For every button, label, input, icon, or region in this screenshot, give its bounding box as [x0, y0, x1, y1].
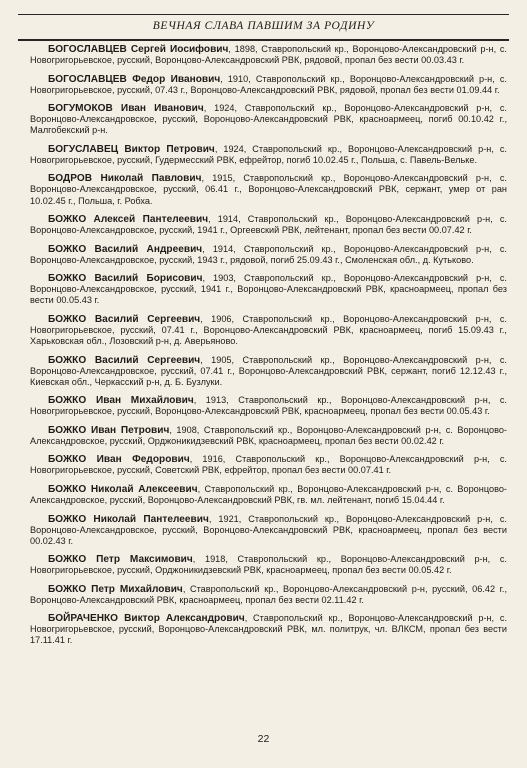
- entry-details: , Ставропольский кр., Воронцово-Александровский р-н, с. Воронцово-Александровское, русский, Воронцово-Александровский РВК, гв. мл. лейтенант, погиб 15.04.44 г.: [30, 483, 507, 505]
- entry-name: БОЖКО Василий Сергеевич: [48, 313, 201, 325]
- entry-name: БОЖКО Петр Максимович: [48, 554, 193, 566]
- entry: [30, 244, 507, 266]
- entry: [30, 314, 507, 347]
- entry: [30, 584, 507, 606]
- entry-name: БОЖКО Василий Борисович: [48, 273, 203, 285]
- entry-name: БОЙРАЧЕНКО Виктор Александрович: [48, 613, 245, 625]
- entry: [30, 355, 507, 388]
- entry-details: , 1913, Ставропольский кр., Воронцово-Александровский р-н, с. Новогригорьевское, русский, Воронцово-Александровский РВК, красноармеец, пропал без вести 00.05.43 г.: [30, 395, 507, 417]
- entry: [30, 103, 507, 136]
- entry-details: , Ставропольский кр., Воронцово-Александровский р-н, русский, 06.42 г., Воронцово-Александровский РВК, красноармеец, пропал без вести 02.11.42 г.: [30, 583, 507, 605]
- entry-details: , 1903, Ставропольский кр., Воронцово-Александровский р-н, с. Воронцово-Александровское, русский, 1941 г., Воронцово-Александровский РВК, красноармеец, пропал без вести 00.05.43 г.: [30, 273, 507, 306]
- entry-name: БОЖКО Алексей Пантелеевич: [48, 214, 209, 226]
- entry: [30, 395, 507, 417]
- entry-details: , 1898, Ставропольский кр., Воронцово-Александровский р-н, с. Новогригорьевское, русский, Воронцово-Александровский РВК, рядовой, пропал без вести 00.03.43 г.: [30, 44, 507, 66]
- running-head-title: ВЕЧНАЯ СЛАВА ПАВШИМ ЗА РОДИНУ: [152, 20, 375, 32]
- entry-details: , 1906, Ставропольский кр., Воронцово-Александровский р-н, с. Новогригорьевское, русский, 07.41 г., Воронцово-Александровский РВК, красноармеец, погиб 15.09.43 г., Харьковская обл., Лозовский р-н, д. Аверьяново.: [30, 313, 507, 346]
- entry-details: , 1916, Ставропольский кр., Воронцово-Александровский р-н, с. Новогригорьевское, русский, Советский РВК, ефрейтор, пропал без вести 00.07.41 г.: [30, 454, 507, 476]
- entry: [30, 554, 507, 576]
- entry-name: БОЖКО Николай Пантелеевич: [48, 513, 209, 525]
- entry: [30, 74, 507, 96]
- entry-details: , 1924, Ставропольский кр., Воронцово-Александровский р-н, с. Новогригорьевское, русский, Гудермесский РВК, ефрейтор, погиб 10.02.45 г., Польша, с. Павель-Вельке.: [30, 143, 507, 165]
- entry-name: БОЖКО Николай Алексеевич: [48, 483, 198, 495]
- entry-details: , 1915, Ставропольский кр., Воронцово-Александровский р-н, с. Воронцово-Александровское, русский, 06.41 г., Воронцово-Александровский РВК, сержант, умер от ран 10.02.45 г., Польша, г. Робха.: [30, 173, 507, 206]
- entry-name: БОДРОВ Николай Павлович: [48, 173, 202, 185]
- entry-details: , 1910, Ставропольский кр., Воронцово-Александровский р-н, с. Новогригорьевское, русский, 07.43 г., Воронцово-Александровский РВК, рядовой, пропал без вести 01.09.44 г.: [30, 73, 507, 95]
- entry-name: БОЖКО Василий Андреевич: [48, 243, 203, 255]
- entry: [30, 144, 507, 166]
- page-number: 22: [257, 733, 270, 745]
- entry-details: , 1914, Ставропольский кр., Воронцово-Александровский р-н, с. Воронцово-Александровское, русский, 1943 г., рядовой, погиб 25.09.43 г., Смоленская обл., д. Кутьково.: [30, 243, 507, 265]
- entry: [30, 484, 507, 506]
- entry: [30, 173, 507, 206]
- entry-details: , 1905, Ставропольский кр., Воронцово-Александровский р-н, с. Воронцово-Александровское, русский, 07.41 г., Воронцово-Александровский РВК, сержант, погиб 12.12.43 г., Киевская обл., Черкасский р-н, д. Б. Бузлуки.: [30, 354, 507, 387]
- entry: [30, 214, 507, 236]
- entry-details: , 1921, Ставропольский кр., Воронцово-Александровский р-н, с. Воронцово-Александровское, русский, Воронцово-Александровский РВК, красноармеец, пропал без вести 00.02.43 г.: [30, 513, 507, 546]
- entry-name: БОГУСЛАВЕЦ Виктор Петрович: [48, 143, 215, 155]
- entry-name: БОГОСЛАВЦЕВ Сергей Иосифович: [48, 44, 229, 55]
- entry: [30, 613, 507, 646]
- entry: [30, 44, 507, 66]
- entry-details: , 1908, Ставропольский кр., Воронцово-Александровский р-н, с. Воронцово-Александровское, русский, Орджоникидзевский РВК, красноармеец, пропал без вести 00.02.42 г.: [30, 424, 507, 446]
- entry-name: БОГОСЛАВЦЕВ Федор Иванович: [48, 73, 221, 85]
- entry-name: БОЖКО Василий Сергеевич: [48, 354, 201, 366]
- entry-details: , 1918, Ставропольский кр., Воронцово-Александровский р-н, с. Новогригорьевское, русский, Орджоникидзевский РВК, красноармеец, пропал без вести 00.05.42 г.: [30, 554, 507, 576]
- entry: [30, 425, 507, 447]
- entry: [30, 273, 507, 306]
- entry-details: , 1914, Ставропольский кр., Воронцово-Александровский р-н, с. Воронцово-Александровское, русский, 1941 г., Оргеевский РВК, лейтенант, пропал без вести 00.07.42 г.: [30, 214, 507, 236]
- entry: [30, 514, 507, 547]
- entry-name: БОЖКО Иван Федорович: [48, 454, 190, 466]
- running-head: [18, 14, 509, 41]
- entry-details: , Ставропольский кр., Воронцово-Александровский р-н, с. Новогригорьевское, русский, Воронцово-Александровский РВК, мл. политрук, чл. ВЛКСМ, пропал без вести 17.11.41 г.: [30, 613, 507, 646]
- entry-name: БОЖКО Иван Михайлович: [48, 395, 194, 407]
- entry-name: БОЖКО Петр Михайлович: [48, 583, 183, 595]
- entry-details: , 1924, Ставропольский кр., Воронцово-Александровский р-н, с. Воронцово-Александровское, русский, Воронцово-Александровский РВК, красноармеец, погиб 00.10.42 г., Малгобекский р-н.: [30, 103, 507, 136]
- entry-name: БОЖКО Иван Петрович: [48, 424, 170, 436]
- entry: [30, 454, 507, 476]
- entry-list: [30, 44, 507, 654]
- entry-name: БОГУМОКОВ Иван Иванович: [48, 103, 204, 115]
